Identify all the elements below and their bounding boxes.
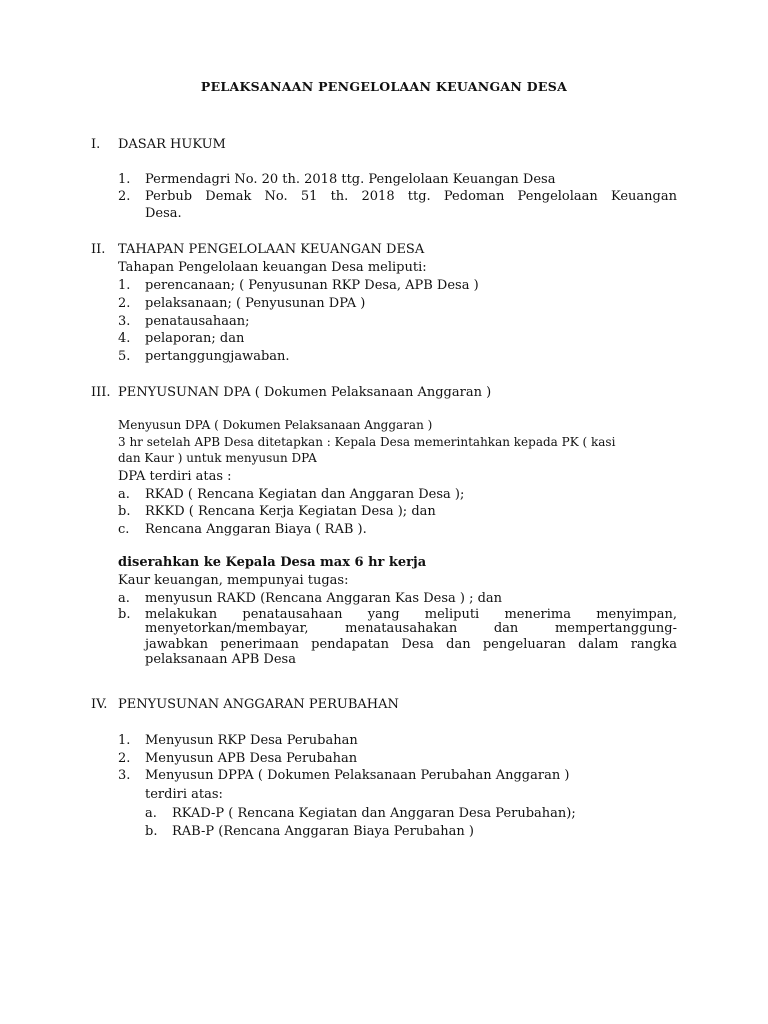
list-item-text: melakukan penatausahaan yang meliputi menerima menyimpan, <box>145 607 677 622</box>
list-number: 2. <box>118 296 131 311</box>
list-number: 1. <box>118 733 131 748</box>
list-number: 2. <box>118 189 131 204</box>
section-3-paragraph: DPA terdiri atas : <box>118 469 232 484</box>
list-item-text: pelaksanaan APB Desa <box>145 652 296 667</box>
list-item-text: menyetorkan/membayar, menatausahakan dan mempertanggung- <box>145 621 677 636</box>
list-item-text: Menyusun RKP Desa Perubahan <box>145 733 358 748</box>
list-item-text: pelaksanaan; ( Penyusunan DPA ) <box>145 296 366 311</box>
list-letter: a. <box>118 487 130 502</box>
list-item-text: RKAD ( Rencana Kegiatan dan Anggaran Desa ); <box>145 487 465 502</box>
document-title: PELAKSANAAN PENGELOLAAN KEUANGAN DESA <box>200 79 568 94</box>
list-letter: b. <box>118 504 131 519</box>
list-item-text: RKAD-P ( Rencana Kegiatan dan Anggaran Desa Perubahan); <box>172 806 576 821</box>
section-3-paragraph: Menyusun DPA ( Dokumen Pelaksanaan Anggaran ) <box>118 418 433 432</box>
list-item-text: pelaporan; dan <box>145 331 245 346</box>
section-3-number: III. <box>91 385 111 400</box>
bold-note: diserahkan ke Kepala Desa max 6 hr kerja <box>118 555 427 570</box>
list-letter: a. <box>145 806 157 821</box>
list-number: 1. <box>118 278 131 293</box>
section-3-paragraph: 3 hr setelah APB Desa ditetapkan : Kepala Desa memerintahkan kepada PK ( kasi <box>118 435 616 449</box>
list-number: 4. <box>118 331 131 346</box>
list-letter: a. <box>118 591 130 606</box>
section-3-paragraph: dan Kaur ) untuk menyusun DPA <box>118 451 317 465</box>
list-item-text: perencanaan; ( Penyusunan RKP Desa, APB Desa ) <box>145 278 479 293</box>
list-letter: b. <box>118 607 131 622</box>
section-4-heading: PENYUSUNAN ANGGARAN PERUBAHAN <box>118 697 399 712</box>
list-item-text: Menyusun DPPA ( Dokumen Pelaksanaan Perubahan Anggaran ) <box>145 768 570 783</box>
section-2-number: II. <box>91 242 106 257</box>
section-3-heading: PENYUSUNAN DPA ( Dokumen Pelaksanaan Anggaran ) <box>118 385 492 400</box>
list-number: 3. <box>118 768 131 783</box>
list-item-continuation: Desa. <box>145 206 182 221</box>
section-1-number: I. <box>91 137 101 152</box>
list-number: 5. <box>118 349 131 364</box>
list-item-text: penatausahaan; <box>145 314 250 329</box>
list-letter: b. <box>145 824 158 839</box>
list-item-text: RKKD ( Rencana Kerja Kegiatan Desa ); dan <box>145 504 436 519</box>
list-item-text: Perbub Demak No. 51 th. 2018 ttg. Pedoman Pengelolaan Keuangan <box>145 189 677 204</box>
list-item-text: Rencana Anggaran Biaya ( RAB ). <box>145 522 367 537</box>
list-number: 1. <box>118 172 131 187</box>
list-item-text: pertanggungjawaban. <box>145 349 290 364</box>
list-item-text: RAB-P (Rencana Anggaran Biaya Perubahan ) <box>172 824 474 839</box>
section-4-number: IV. <box>91 697 108 712</box>
section-2-intro: Tahapan Pengelolaan keuangan Desa meliputi: <box>118 260 427 275</box>
section-2-heading: TAHAPAN PENGELOLAAN KEUANGAN DESA <box>118 242 425 257</box>
list-item-text: Permendagri No. 20 th. 2018 ttg. Pengelolaan Keuangan Desa <box>145 172 556 187</box>
kaur-intro: Kaur keuangan, mempunyai tugas: <box>118 573 349 588</box>
list-item-text: Menyusun APB Desa Perubahan <box>145 751 358 766</box>
list-number: 2. <box>118 751 131 766</box>
list-item-text: jawabkan penerimaan pendapatan Desa dan pengeluaran dalam rangka <box>145 637 677 652</box>
list-number: 3. <box>118 314 131 329</box>
list-item-text: menyusun RAKD (Rencana Anggaran Kas Desa ) ; dan <box>145 591 503 606</box>
list-letter: c. <box>118 522 130 537</box>
sub-intro: terdiri atas: <box>145 787 223 802</box>
section-1-heading: DASAR HUKUM <box>118 137 226 152</box>
